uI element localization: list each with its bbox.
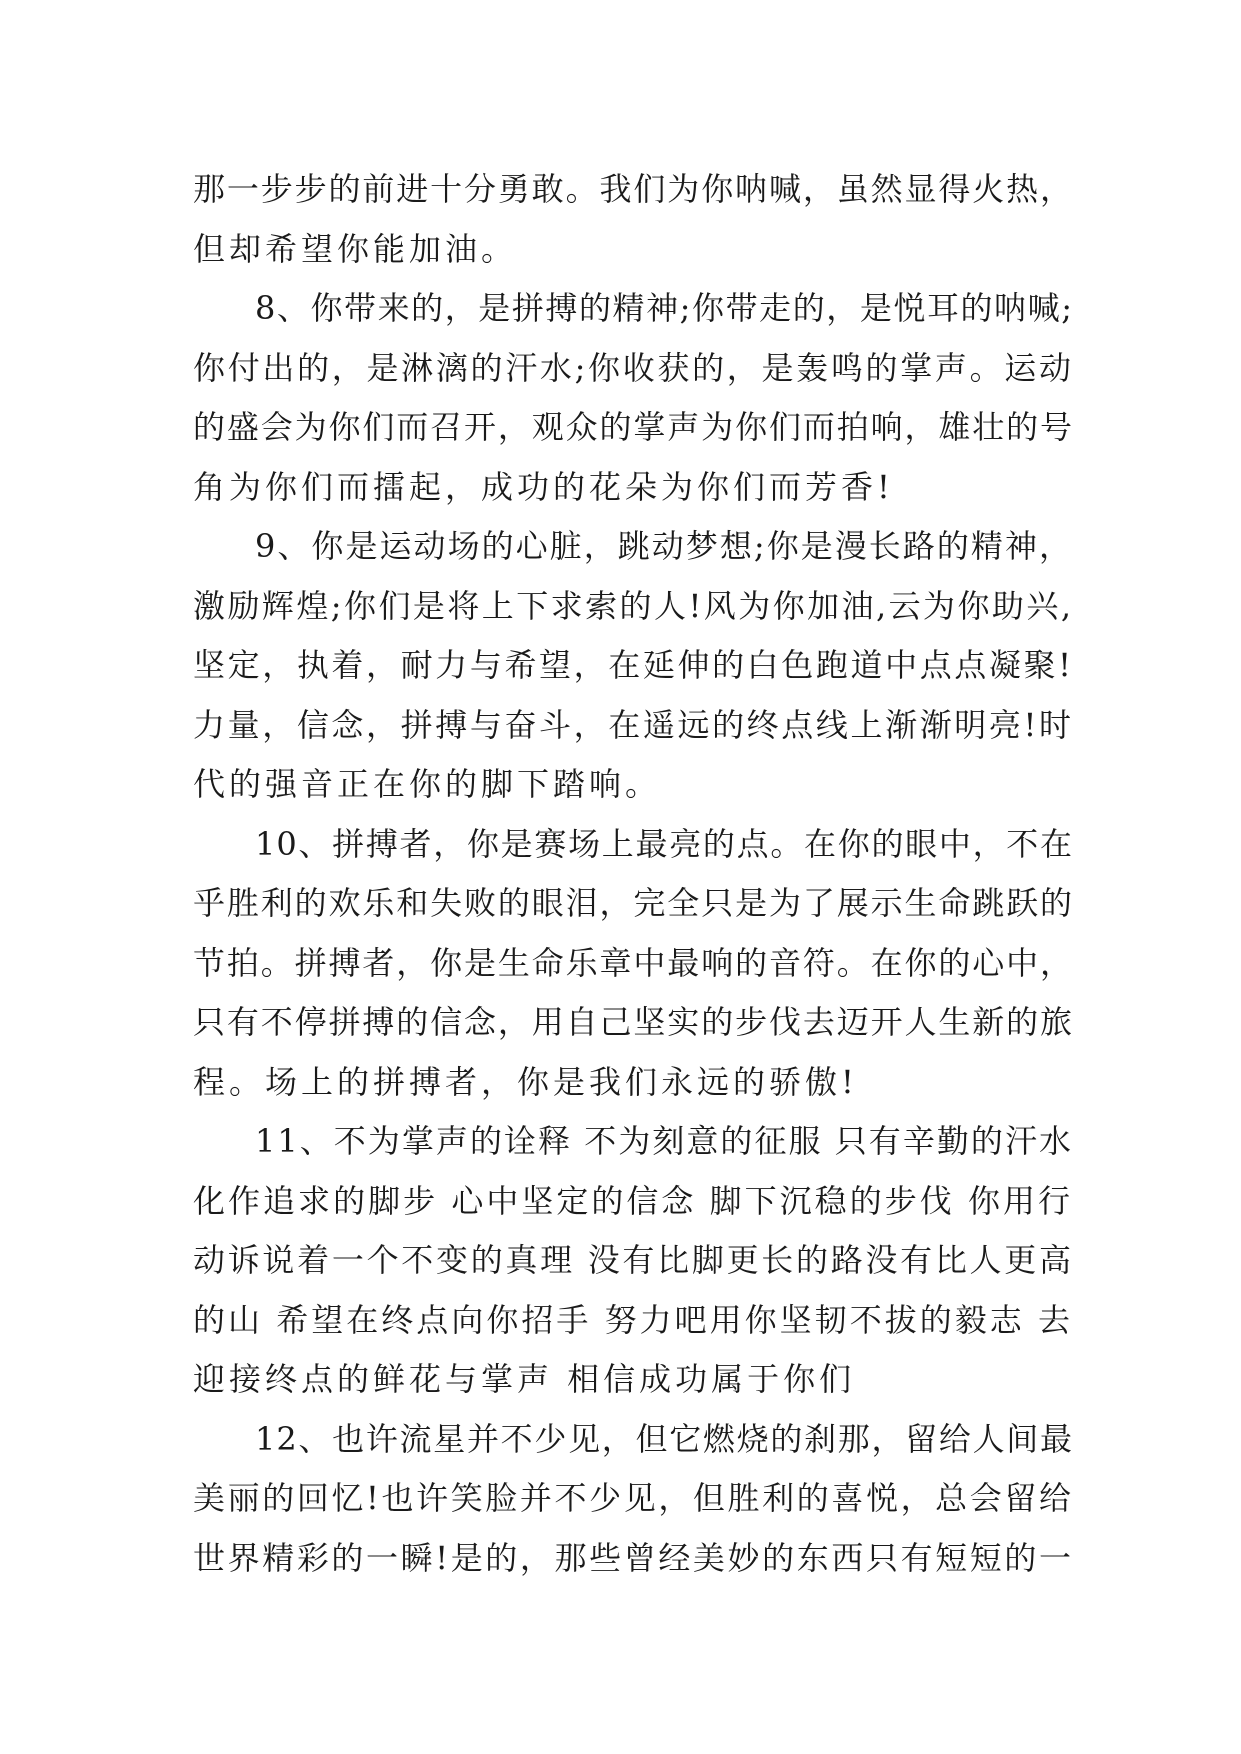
text-line: 的盛会为你们而召开，观众的掌声为你们而拍响，雄壮的号	[193, 408, 1073, 446]
text-line: 力量，信念，拼搏与奋斗，在遥远的终点线上渐渐明亮!时	[193, 705, 1073, 744]
text-line: 但却希望你能加油。	[193, 229, 518, 268]
text-line: 角为你们而擂起，成功的花朵为你们而芳香!	[193, 467, 894, 506]
text-line: 9、你是运动场的心脏，跳动梦想;你是漫长路的精神，	[255, 527, 1073, 565]
text-line: 化作追求的脚步 心中坚定的信念 脚下沉稳的步伐 你用行	[193, 1181, 1073, 1220]
text-line: 11、不为掌声的诠释 不为刻意的征服 只有辛勤的汗水	[255, 1122, 1073, 1160]
text-line: 10、拼搏者，你是赛场上最亮的点。在你的眼中，不在	[255, 824, 1073, 863]
text-line: 节拍。拼搏者，你是生命乐章中最响的音符。在你的心中，	[193, 943, 1073, 982]
text-line: 坚定，执着，耐力与希望，在延伸的白色跑道中点点凝聚!	[193, 646, 1073, 684]
text-line: 的山 希望在终点向你招手 努力吧用你坚韧不拔的毅志 去	[193, 1300, 1073, 1339]
text-line: 只有不停拼搏的信念，用自己坚实的步伐去迈开人生新的旅	[193, 1003, 1073, 1041]
text-line: 动诉说着一个不变的真理 没有比脚更长的路没有比人更高	[193, 1241, 1073, 1279]
text-line: 12、也许流星并不少见，但它燃烧的刹那，留给人间最	[255, 1419, 1073, 1458]
text-line: 世界精彩的一瞬!是的，那些曾经美妙的东西只有短短的一	[193, 1538, 1073, 1577]
text-line: 8、你带来的，是拼搏的精神;你带走的，是悦耳的呐喊;	[255, 289, 1073, 327]
text-line: 你付出的，是淋漓的汗水;你收获的，是轰鸣的掌声。运动	[193, 348, 1073, 387]
text-line: 迎接终点的鲜花与掌声 相信成功属于你们	[193, 1360, 856, 1398]
body-text	[193, 160, 1073, 1588]
text-line: 美丽的回忆!也许笑脸并不少见，但胜利的喜悦，总会留给	[193, 1479, 1073, 1517]
text-line: 程。场上的拼搏者，你是我们永远的骄傲!	[193, 1062, 858, 1101]
text-line: 乎胜利的欢乐和失败的眼泪，完全只是为了展示生命跳跃的	[193, 884, 1073, 922]
text-line: 激励辉煌;你们是将上下求索的人!风为你加油,云为你助兴,	[193, 586, 1073, 625]
text-line: 代的强音正在你的脚下踏响。	[193, 765, 662, 803]
text-line: 那一步步的前进十分勇敢。我们为你呐喊，虽然显得火热，	[193, 170, 1073, 208]
